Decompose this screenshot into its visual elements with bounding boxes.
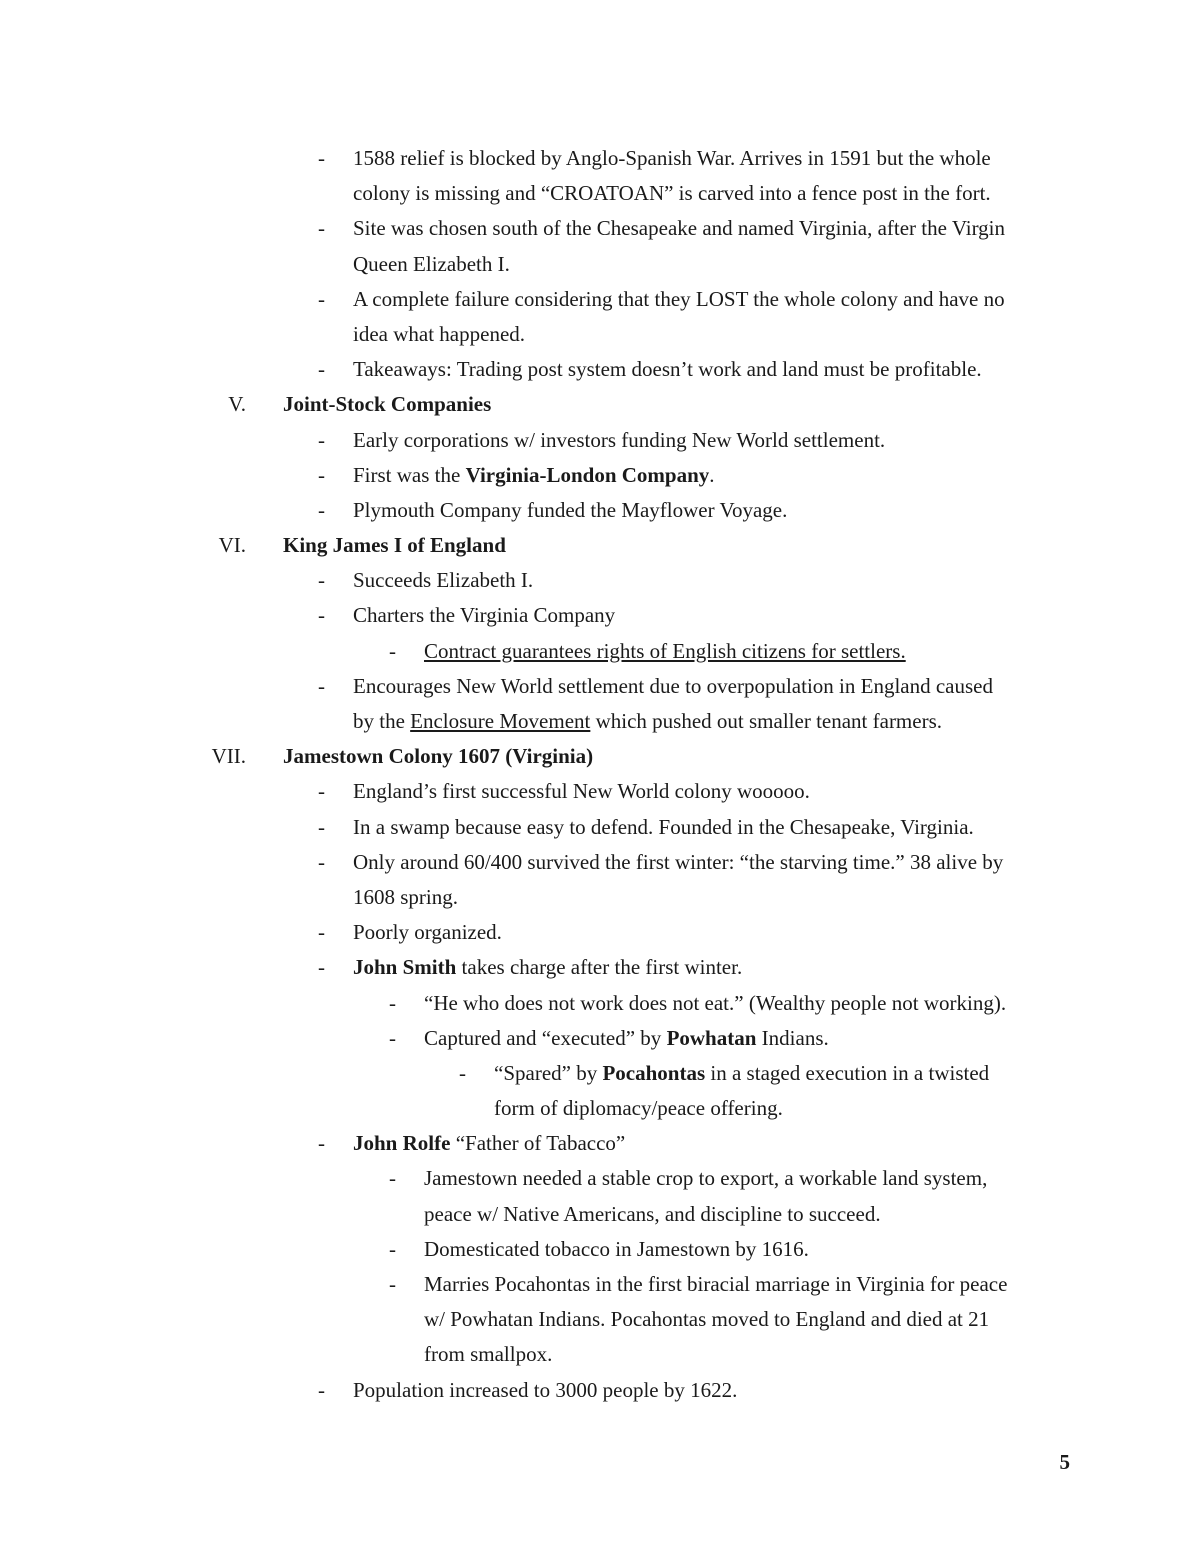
notes-outline <box>0 141 1200 1408</box>
text-run: Population increased to 3000 people by 1622. <box>353 1377 738 1402</box>
bullet-dash: - <box>318 920 325 945</box>
bullet-dash: - <box>318 216 325 241</box>
text-run: Captured and “executed” by <box>424 1025 667 1050</box>
line-text <box>353 845 1003 880</box>
outline-line <box>0 176 1200 211</box>
text-run: Jamestown Colony 1607 (Virginia) <box>283 744 594 769</box>
line-text <box>424 1232 809 1267</box>
line-text <box>353 563 533 598</box>
text-run: Domesticated tobacco in Jamestown by 1616. <box>424 1236 809 1261</box>
outline-line <box>0 1161 1200 1196</box>
text-run: form of diplomacy/peace offering. <box>494 1096 783 1121</box>
line-text <box>424 1302 989 1337</box>
outline-line <box>0 1302 1200 1337</box>
text-run: Jamestown needed a stable crop to export, a workable land system, <box>424 1166 988 1191</box>
line-text <box>283 528 506 563</box>
line-text <box>353 423 885 458</box>
line-text <box>353 915 502 950</box>
section-heading <box>0 387 1200 422</box>
outline-line <box>0 211 1200 246</box>
bullet-dash: - <box>318 146 325 170</box>
line-text <box>353 950 742 985</box>
bullet-dash: - <box>318 673 325 698</box>
text-run: England’s first successful New World colony wooooo. <box>353 779 810 804</box>
line-text <box>353 880 458 915</box>
outline-line <box>0 1232 1200 1267</box>
outline-line <box>0 704 1200 739</box>
text-run: “He who does not work does not eat.” (Wealthy people not working). <box>424 990 1007 1015</box>
roman-numeral: VI. <box>218 533 246 558</box>
text-run: A complete failure considering that they LOST the whole colony and have no <box>353 286 1005 311</box>
bold-term: Virginia-London Company <box>465 462 710 487</box>
bullet-dash: - <box>318 779 325 804</box>
bullet-dash: - <box>389 1272 396 1296</box>
text-run: Plymouth Company funded the Mayflower Voyage. <box>353 497 788 522</box>
line-text <box>424 986 1006 1021</box>
text-run: In a swamp because easy to defend. Founded in the Chesapeake, Virginia. <box>353 814 974 839</box>
bold-term: John Rolfe <box>353 1131 451 1156</box>
bullet-dash: - <box>318 814 325 839</box>
line-text <box>353 141 991 176</box>
outline-line <box>0 1126 1200 1161</box>
text-run: 1588 relief is blocked by Anglo-Spanish War. Arrives in 1591 but the whole <box>353 146 991 170</box>
line-text <box>353 598 615 633</box>
bullet-dash: - <box>318 1131 325 1156</box>
outline-line <box>0 141 1200 176</box>
bullet-dash: - <box>318 462 325 487</box>
text-run: Takeaways: Trading post system doesn’t work and land must be profitable. <box>353 357 982 382</box>
text-run: First was the <box>353 462 466 487</box>
outline-line <box>0 493 1200 528</box>
line-text <box>353 493 787 528</box>
text-run: in a staged execution in a twisted <box>705 1060 990 1085</box>
outline-line <box>0 563 1200 598</box>
text-run: Joint-Stock Companies <box>283 392 492 417</box>
bullet-dash: - <box>318 427 325 452</box>
text-run: peace w/ Native Americans, and discipline to succeed. <box>424 1201 881 1226</box>
line-text <box>353 1373 737 1408</box>
outline-line <box>0 317 1200 352</box>
outline-line <box>0 810 1200 845</box>
outline-line <box>0 352 1200 387</box>
line-text <box>353 774 810 809</box>
line-text <box>424 1021 829 1056</box>
line-text <box>353 669 993 704</box>
line-text <box>353 1126 625 1161</box>
text-run: takes charge after the first winter. <box>456 955 743 980</box>
bullet-dash: - <box>318 286 325 311</box>
text-run: by the <box>353 709 411 733</box>
line-text <box>424 1337 552 1372</box>
outline-line <box>0 634 1200 669</box>
outline-line <box>0 986 1200 1021</box>
text-run: which pushed out smaller tenant farmers. <box>590 709 943 733</box>
outline-line <box>0 1337 1200 1372</box>
text-run: Succeeds Elizabeth I. <box>353 568 534 593</box>
text-run: Poorly organized. <box>353 920 502 945</box>
text-run: Early corporations w/ investors funding New World settlement. <box>353 427 886 452</box>
outline-line <box>0 774 1200 809</box>
text-run: 1608 spring. <box>353 884 458 909</box>
line-text <box>353 247 510 282</box>
bold-term: John Smith <box>353 955 457 980</box>
roman-numeral: V. <box>228 392 246 417</box>
text-run: Only around 60/400 survived the first winter: “the starving time.” 38 alive by <box>353 849 1004 874</box>
outline-line <box>0 423 1200 458</box>
section-heading <box>0 528 1200 563</box>
outline-line <box>0 915 1200 950</box>
outline-line <box>0 1267 1200 1302</box>
text-run: from smallpox. <box>424 1342 553 1367</box>
bullet-dash: - <box>389 1166 396 1191</box>
line-text <box>424 634 906 669</box>
line-text <box>353 176 991 211</box>
outline-line <box>0 1373 1200 1408</box>
outline-line <box>0 598 1200 633</box>
line-text <box>353 282 1005 317</box>
text-run: idea what happened. <box>353 321 526 346</box>
outline-line <box>0 1056 1200 1091</box>
underlined-text: Enclosure Movement <box>410 709 591 733</box>
text-run: Indians. <box>756 1025 829 1050</box>
outline-line <box>0 950 1200 985</box>
bullet-dash: - <box>318 849 325 874</box>
bullet-dash: - <box>389 638 396 663</box>
line-text <box>424 1197 881 1232</box>
bullet-dash: - <box>318 497 325 522</box>
line-text <box>494 1056 989 1091</box>
bullet-dash: - <box>318 568 325 593</box>
bold-term: Pocahontas <box>602 1060 706 1085</box>
outline-line <box>0 1197 1200 1232</box>
bullet-dash: - <box>318 955 325 980</box>
outline-line <box>0 1091 1200 1126</box>
text-run: w/ Powhatan Indians. Pocahontas moved to England and died at 21 <box>424 1307 990 1332</box>
text-run: “Spared” by <box>494 1060 603 1085</box>
line-text <box>283 387 491 422</box>
bullet-dash: - <box>459 1060 466 1085</box>
roman-numeral: VII. <box>211 744 246 769</box>
text-run: Charters the Virginia Company <box>353 603 616 628</box>
line-text <box>424 1161 987 1196</box>
section-heading <box>0 739 1200 774</box>
text-run: Site was chosen south of the Chesapeake and named Virginia, after the Virgin <box>353 216 1006 241</box>
text-run: Queen Elizabeth I. <box>353 251 510 276</box>
bullet-dash: - <box>389 1025 396 1050</box>
page-number: 5 <box>1059 1450 1070 1474</box>
line-text <box>424 1267 1007 1302</box>
bullet-dash: - <box>318 603 325 628</box>
text-run: colony is missing and “CROATOAN” is carved into a fence post in the fort. <box>353 181 991 206</box>
text-run: Marries Pocahontas in the first biracial marriage in Virginia for peace <box>424 1272 1008 1296</box>
underlined-text: Contract guarantees rights of English citizens for settlers. <box>424 638 906 663</box>
bullet-dash: - <box>389 1236 396 1261</box>
bullet-dash: - <box>389 990 396 1015</box>
text-run: “Father of Tabacco” <box>450 1131 626 1156</box>
outline-line <box>0 1021 1200 1056</box>
text-run: . <box>709 462 715 487</box>
bullet-dash: - <box>318 1377 325 1402</box>
outline-line <box>0 669 1200 704</box>
bold-term: Powhatan <box>666 1025 757 1050</box>
text-run: Encourages New World settlement due to overpopulation in England caused <box>353 673 993 698</box>
outline-line <box>0 247 1200 282</box>
line-text <box>353 704 942 739</box>
outline-line <box>0 845 1200 880</box>
outline-line <box>0 458 1200 493</box>
text-run: King James I of England <box>283 533 506 558</box>
line-text <box>353 211 1005 246</box>
line-text <box>353 317 525 352</box>
line-text <box>353 352 982 387</box>
outline-line <box>0 282 1200 317</box>
bullet-dash: - <box>318 357 325 382</box>
outline-line <box>0 880 1200 915</box>
line-text <box>353 458 715 493</box>
line-text <box>353 810 974 845</box>
line-text <box>283 739 593 774</box>
line-text <box>494 1091 783 1126</box>
